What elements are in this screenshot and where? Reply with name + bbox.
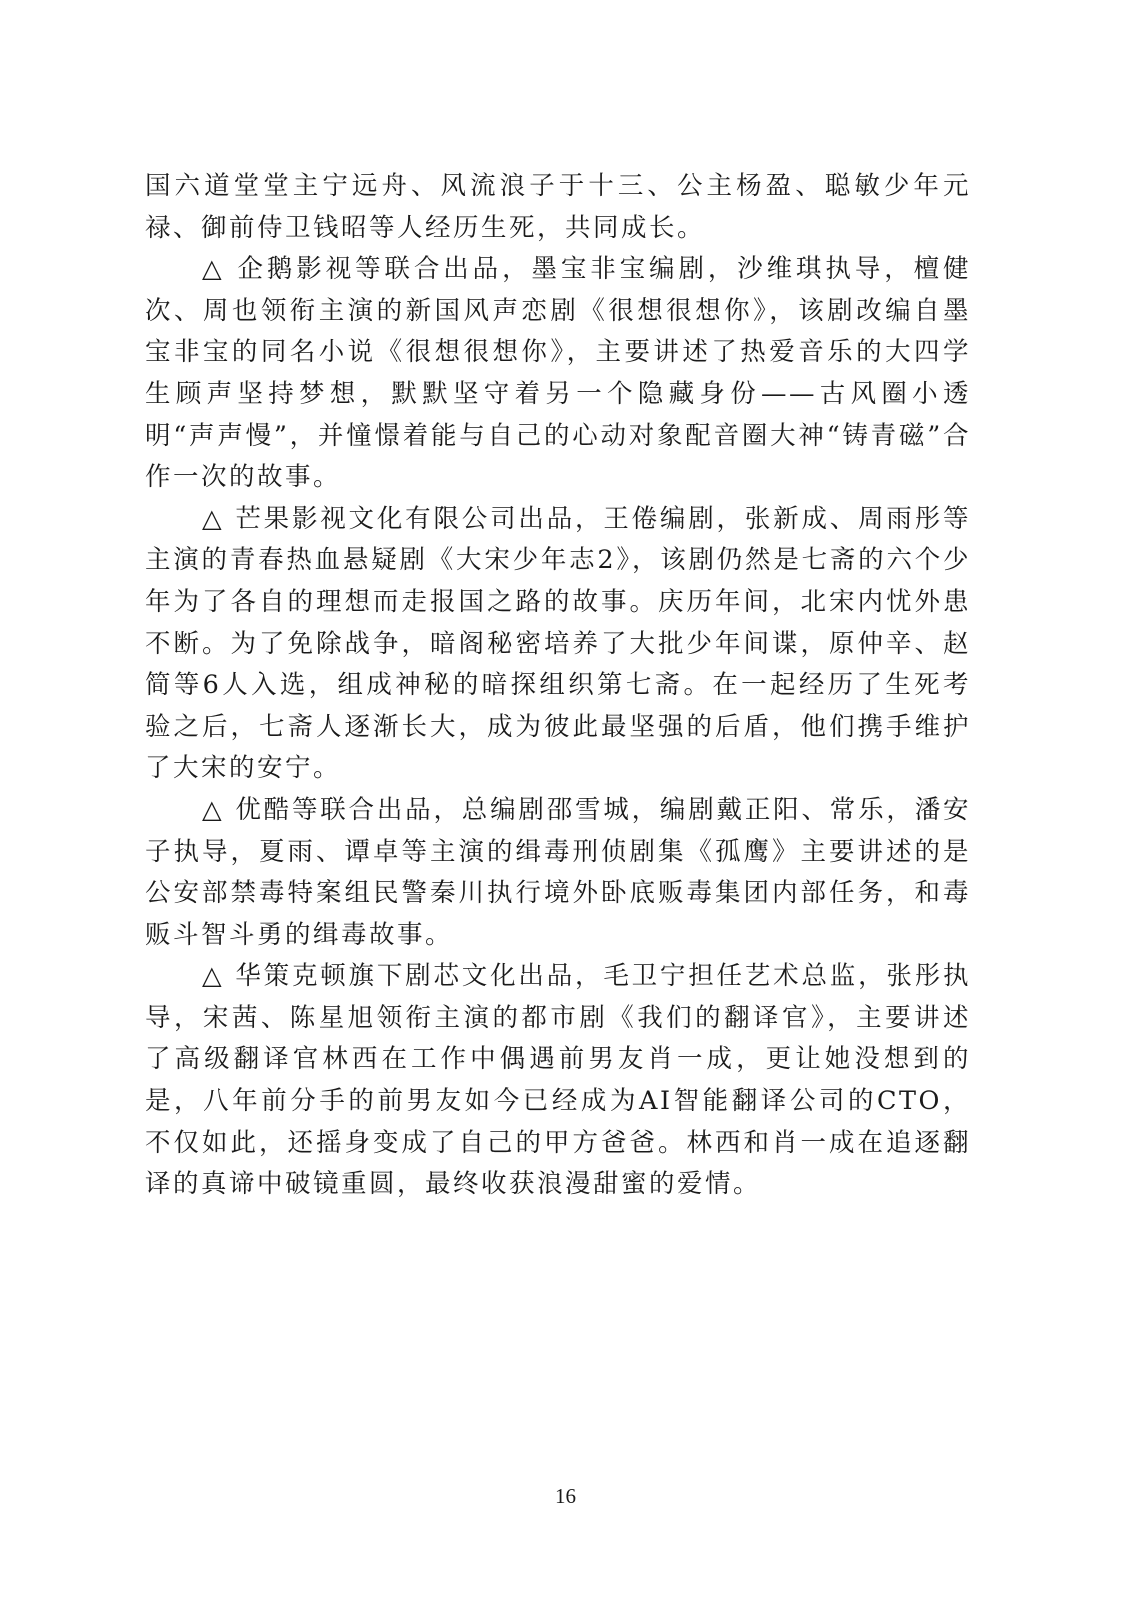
paragraph-continued: 国六道堂堂主宁远舟、风流浪子于十三、公主杨盈、聪敏少年元禄、御前侍卫钱昭等人经历生死，共同成长。: [145, 171, 971, 243]
paragraph-huace-drama: △ 华策克顿旗下剧芯文化出品，毛卫宁担任艺术总监，张彤执导，宋茜、陈星旭领衔主演的都市剧《我们的翻译官》，主要讲述了高级翻译官林西在工作中偶遇前男友肖一成，更让她没想到的是，八年前分手的前男友如今已经成为AI智能翻译公司的CTO，不仅如此，还摇身变成了自己的甲方爸爸。林西和肖一成在追逐翻译的真谛中破镜重圆，最终收获浪漫甜蜜的爱情。: [145, 961, 971, 1200]
page-number: 16: [555, 1484, 576, 1508]
paragraph-mango-drama: △ 芒果影视文化有限公司出品，王倦编剧，张新成、周雨彤等主演的青春热血悬疑剧《大宋少年志2》，该剧仍然是七斋的六个少年为了各自的理想而走报国之路的故事。庆历年间，北宋内忧外患不断。为了免除战争，暗阁秘密培养了大批少年间谍，原仲辛、赵简等6人入选，组成神秘的暗探组织第七斋。在一起经历了生死考验之后，七斋人逐渐长大，成为彼此最坚强的后盾，他们携手维护了大宋的安宁。: [145, 503, 971, 784]
paragraph-qq-video-drama: △ 企鹅影视等联合出品，墨宝非宝编剧，沙维琪执导，檀健次、周也领衔主演的新国风声恋剧《很想很想你》，该剧改编自墨宝非宝的同名小说《很想很想你》，主要讲述了热爱音乐的大四学生顾声坚持梦想，默默坚守着另一个隐藏身份——古风圈小透明“声声慢”，并憧憬着能与自己的心动对象配音圈大神“铸青磁”合作一次的故事。: [145, 254, 971, 493]
body-text: [145, 166, 971, 1206]
paragraph-youku-drama: △ 优酷等联合出品，总编剧邵雪城，编剧戴正阳、常乐，潘安子执导，夏雨、谭卓等主演的缉毒刑侦剧集《孤鹰》主要讲述的是公安部禁毒特案组民警秦川执行境外卧底贩毒集团内部任务，和毒贩斗智斗勇的缉毒故事。: [145, 794, 971, 950]
